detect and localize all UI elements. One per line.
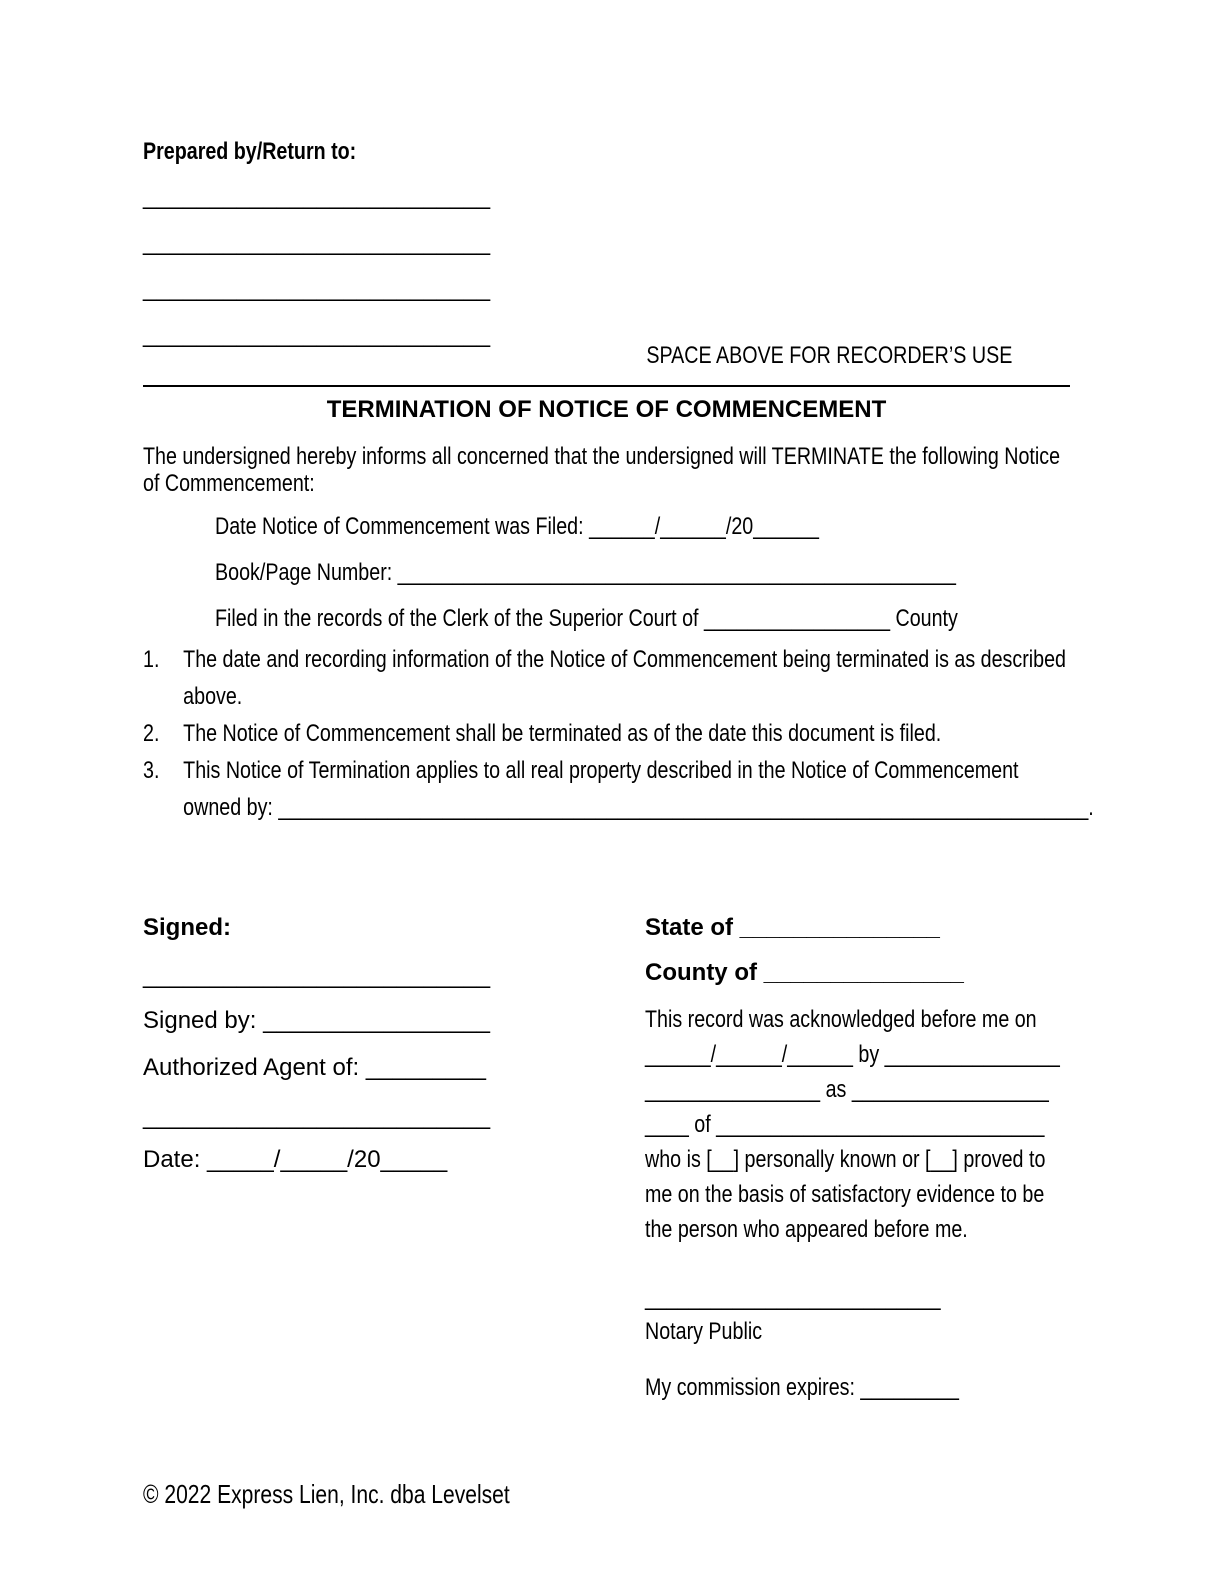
acknowledgment-line: ____ of ______________________________ xyxy=(645,1111,1045,1138)
list-item xyxy=(143,757,1019,785)
address-line: __________________________ xyxy=(143,321,491,348)
signed-by-line: Signed by: _________________ xyxy=(143,1007,490,1034)
list-item-continuation xyxy=(143,683,242,711)
address-line: __________________________ xyxy=(143,229,491,256)
list-item-number: 1. xyxy=(143,646,160,673)
date-line: Date: _____/_____/20_____ xyxy=(143,1146,448,1173)
list-item-number: 2. xyxy=(143,720,160,747)
notary-signature-line: ___________________________ xyxy=(645,1284,941,1311)
notary-public-label: Notary Public xyxy=(645,1318,763,1345)
authorized-agent-line: Authorized Agent of: _________ xyxy=(143,1054,486,1081)
document-title: TERMINATION OF NOTICE OF COMMENCEMENT xyxy=(326,396,887,423)
signature-line: __________________________ xyxy=(143,1103,491,1130)
list-item-number: 3. xyxy=(143,757,160,784)
intro-paragraph-line: The undersigned hereby informs all concerned that the undersigned will TERMINATE the following Notice xyxy=(143,443,1061,470)
acknowledgment-line: me on the basis of satisfactory evidence to be xyxy=(645,1181,1045,1208)
footer-copyright: © 2022 Express Lien, Inc. dba Levelset xyxy=(143,1479,510,1509)
acknowledgment-line: This record was acknowledged before me on xyxy=(645,1006,1037,1033)
address-line: __________________________ xyxy=(143,183,491,210)
list-item xyxy=(143,646,1066,674)
acknowledgment-line: ________________ as __________________ xyxy=(645,1076,1049,1103)
acknowledgment-line: the person who appeared before me. xyxy=(645,1216,968,1243)
detail-line-book-page: Book/Page Number: ___________________________________________________ xyxy=(215,559,956,586)
intro-paragraph-line: of Commencement: xyxy=(143,470,315,497)
list-item xyxy=(143,720,941,748)
list-item-text: above. xyxy=(183,683,243,710)
recorder-use-note: SPACE ABOVE FOR RECORDER’S USE xyxy=(646,342,1012,369)
list-item-text: The date and recording information of the Notice of Commencement being terminated is as described xyxy=(183,646,1066,673)
prepared-by-label: Prepared by/Return to: xyxy=(143,138,357,165)
separator-rule xyxy=(143,385,1070,387)
address-line: __________________________ xyxy=(143,275,491,302)
signature-line: __________________________ xyxy=(143,962,491,989)
detail-line-court: Filed in the records of the Clerk of the Superior Court of _________________ County xyxy=(215,605,958,632)
detail-line-date-filed: Date Notice of Commencement was Filed: ______/______/20______ xyxy=(215,513,819,540)
acknowledgment-line: who is [__] personally known or [__] proved to xyxy=(645,1146,1046,1173)
list-item-text: This Notice of Termination applies to all real property described in the Notice of Commencement xyxy=(183,757,1019,784)
list-item-continuation xyxy=(143,794,1094,822)
signed-heading: Signed: xyxy=(143,914,231,941)
list-item-text: The Notice of Commencement shall be terminated as of the date this document is filed. xyxy=(183,720,942,747)
state-of-line: State of _______________ xyxy=(645,914,940,941)
county-of-line: County of _______________ xyxy=(645,959,964,986)
acknowledgment-line: ______/______/______ by ________________ xyxy=(645,1041,1060,1068)
commission-expires-line: My commission expires: _________ xyxy=(645,1374,959,1401)
list-item-text: owned by: __________________________________________________________________________. xyxy=(183,794,1094,821)
